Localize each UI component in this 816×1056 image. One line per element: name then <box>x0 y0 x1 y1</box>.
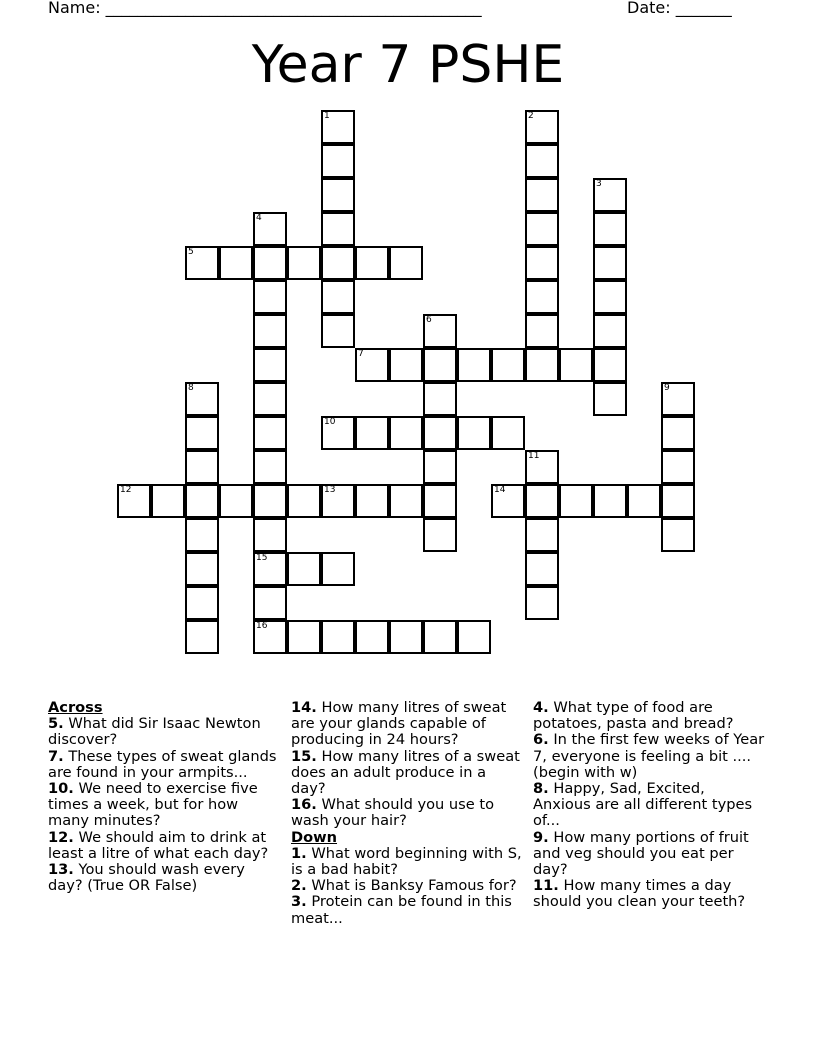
grid-cell[interactable] <box>287 552 321 586</box>
grid-cell[interactable] <box>559 348 593 382</box>
clue-down-9: 9. How many portions of fruit and veg should you eat per day? <box>533 828 749 879</box>
grid-cell[interactable] <box>423 484 457 518</box>
grid-cell[interactable] <box>593 280 627 314</box>
clue-number-8: 8 <box>188 383 194 393</box>
clue-number-12: 12 <box>120 485 132 495</box>
grid-cell[interactable] <box>457 416 491 450</box>
clue-number-2: 2 <box>528 111 534 121</box>
grid-cell[interactable] <box>253 450 287 484</box>
grid-cell[interactable] <box>185 586 219 620</box>
clue-across-14: 14. How many litres of sweat are your glands capable of producing in 24 hours? <box>291 699 507 749</box>
grid-cell[interactable] <box>457 620 491 654</box>
clue-number-3: 3 <box>596 179 602 189</box>
grid-cell[interactable] <box>185 450 219 484</box>
clue-down-6: 6. In the first few weeks of Year 7, everyone is feeling a bit ....(begin with w) <box>533 731 765 781</box>
grid-cell[interactable] <box>661 450 695 484</box>
grid-cell[interactable] <box>321 552 355 586</box>
grid-cell[interactable] <box>355 416 389 450</box>
grid-cell[interactable] <box>593 484 627 518</box>
grid-cell[interactable] <box>525 484 559 518</box>
grid-cell[interactable] <box>389 246 423 280</box>
date-field[interactable]: Date: _______ <box>627 0 732 17</box>
clue-number-14: 14 <box>494 485 506 495</box>
grid-cell[interactable] <box>321 280 355 314</box>
grid-cell[interactable] <box>253 382 287 416</box>
grid-cell[interactable] <box>355 620 389 654</box>
grid-cell[interactable] <box>185 518 219 552</box>
grid-cell[interactable] <box>525 178 559 212</box>
grid-cell[interactable] <box>219 246 253 280</box>
grid-cell[interactable] <box>661 484 695 518</box>
clue-number-9: 9 <box>664 383 670 393</box>
grid-cell[interactable] <box>593 382 627 416</box>
grid-cell[interactable] <box>253 416 287 450</box>
grid-cell[interactable] <box>559 484 593 518</box>
grid-cell[interactable] <box>355 246 389 280</box>
clue-number-1: 1 <box>324 111 330 121</box>
clue-number-7: 7 <box>358 349 364 359</box>
grid-cell[interactable] <box>321 620 355 654</box>
grid-cell[interactable] <box>185 552 219 586</box>
grid-cell[interactable] <box>253 280 287 314</box>
clue-down-1: 1. What word beginning with S, is a bad habit? <box>291 844 522 879</box>
clues-column-1 <box>48 700 280 894</box>
grid-cell[interactable] <box>525 212 559 246</box>
grid-cell[interactable] <box>525 246 559 280</box>
grid-cell[interactable] <box>593 348 627 382</box>
clue-number-11: 11 <box>528 451 540 461</box>
clue-down-8: 8. Happy, Sad, Excited, Anxious are all different types of... <box>533 780 753 830</box>
clue-down-3: 3. Protein can be found in this meat... <box>291 893 512 927</box>
grid-cell[interactable] <box>253 586 287 620</box>
clue-across-12: 12. We should aim to drink at least a litre of what each day? <box>48 828 269 862</box>
clue-across-5: 5. What did Sir Isaac Newton discover? <box>48 715 261 749</box>
grid-cell[interactable] <box>151 484 185 518</box>
clue-across-15: 15. How many litres of a sweat does an adult produce in a day? <box>291 747 520 798</box>
clue-number-16: 16 <box>256 621 268 631</box>
grid-cell[interactable] <box>525 314 559 348</box>
grid-cell[interactable] <box>185 416 219 450</box>
grid-cell[interactable] <box>321 212 355 246</box>
grid-cell[interactable] <box>525 586 559 620</box>
down-heading: Down <box>291 828 338 846</box>
grid-cell[interactable] <box>627 484 661 518</box>
grid-cell[interactable] <box>491 416 525 450</box>
grid-cell[interactable] <box>321 178 355 212</box>
grid-cell[interactable] <box>253 246 287 280</box>
clue-number-6: 6 <box>426 315 432 325</box>
grid-cell[interactable] <box>593 212 627 246</box>
grid-cell[interactable] <box>423 382 457 416</box>
grid-cell[interactable] <box>389 484 423 518</box>
grid-cell[interactable] <box>321 246 355 280</box>
grid-cell[interactable] <box>253 314 287 348</box>
clue-number-15: 15 <box>256 553 268 563</box>
grid-cell[interactable] <box>355 484 389 518</box>
grid-cell[interactable] <box>423 450 457 484</box>
clue-across-7: 7. These types of sweat glands are found in your armpits... <box>48 747 277 781</box>
grid-cell[interactable] <box>423 518 457 552</box>
grid-cell[interactable] <box>185 484 219 518</box>
grid-cell[interactable] <box>423 416 457 450</box>
across-heading: Across <box>48 699 103 716</box>
clue-number-10: 10 <box>324 417 336 427</box>
grid-cell[interactable] <box>253 484 287 518</box>
name-field[interactable]: Name: _______________________________________________ <box>48 0 482 17</box>
grid-cell[interactable] <box>389 620 423 654</box>
clue-across-10: 10. We need to exercise five times a week, but for how many minutes? <box>48 780 258 830</box>
grid-cell[interactable] <box>219 484 253 518</box>
grid-cell[interactable] <box>389 416 423 450</box>
clue-down-4: 4. What type of food are potatoes, pasta and bread? <box>533 699 734 733</box>
grid-cell[interactable] <box>321 144 355 178</box>
clue-down-2: 2. What is Banksy Famous for? <box>291 877 517 895</box>
grid-cell[interactable] <box>593 246 627 280</box>
clue-down-11: 11. How many times a day should you clean your teeth? <box>533 877 746 911</box>
clues-column-3 <box>533 700 765 911</box>
clue-number-13: 13 <box>324 485 336 495</box>
page-title: Year 7 PSHE <box>251 35 565 95</box>
grid-cell[interactable] <box>287 620 321 654</box>
grid-cell[interactable] <box>593 314 627 348</box>
grid-cell[interactable] <box>287 246 321 280</box>
clue-across-13: 13. You should wash every day? (True OR False) <box>48 861 245 895</box>
grid-cell[interactable] <box>525 552 559 586</box>
grid-cell[interactable] <box>253 348 287 382</box>
grid-cell[interactable] <box>389 348 423 382</box>
grid-cell[interactable] <box>321 314 355 348</box>
grid-cell[interactable] <box>661 518 695 552</box>
grid-cell[interactable] <box>525 518 559 552</box>
grid-cell[interactable] <box>661 416 695 450</box>
grid-cell[interactable] <box>457 348 491 382</box>
grid-cell[interactable] <box>287 484 321 518</box>
clue-number-5: 5 <box>188 247 194 257</box>
grid-cell[interactable] <box>525 348 559 382</box>
grid-cell[interactable] <box>423 348 457 382</box>
grid-cell[interactable] <box>491 348 525 382</box>
grid-cell[interactable] <box>525 280 559 314</box>
grid-cell[interactable] <box>253 518 287 552</box>
grid-cell[interactable] <box>185 620 219 654</box>
clues-column-2 <box>291 700 523 927</box>
clue-number-4: 4 <box>256 213 262 223</box>
grid-cell[interactable] <box>423 620 457 654</box>
clue-across-16: 16. What should you use to wash your hair? <box>291 796 495 830</box>
grid-cell[interactable] <box>525 144 559 178</box>
